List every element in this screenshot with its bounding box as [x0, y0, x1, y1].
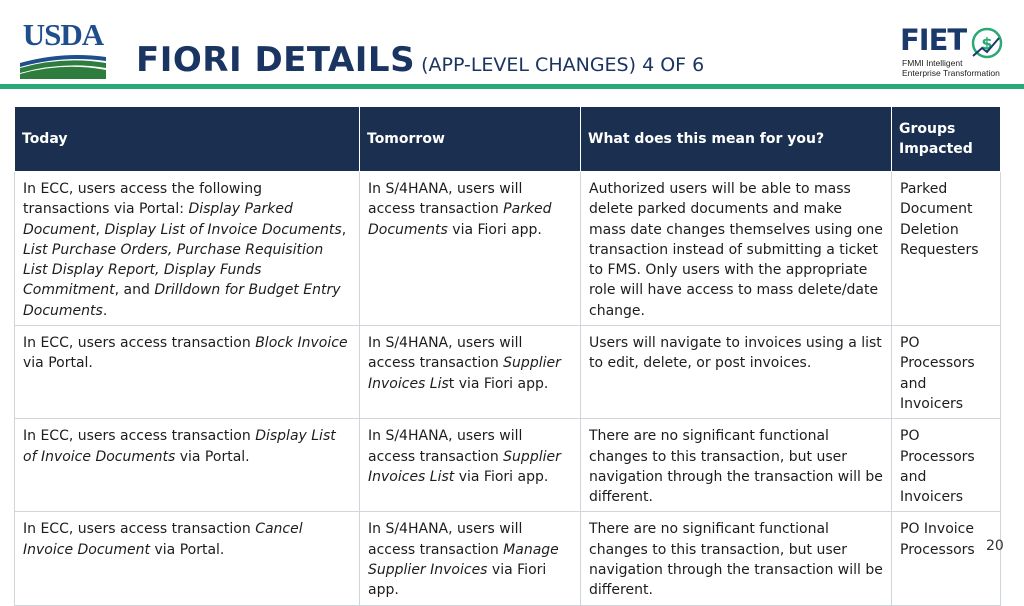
page-number: 20	[986, 538, 1004, 554]
text-segment: List Purchase Orders, Purchase Requisition List Display Report, Display Funds Commitment	[23, 241, 324, 299]
column-header-today: Today	[15, 107, 360, 172]
text-segment: via Portal.	[175, 448, 250, 465]
text-segment: via Portal.	[23, 355, 93, 372]
text-segment: via Portal.	[150, 541, 225, 558]
cell-today	[15, 326, 360, 419]
text-segment: via Fiori app.	[447, 221, 542, 238]
table-row	[15, 326, 1001, 419]
text-segment: In ECC, users access transaction	[23, 428, 256, 445]
text-segment: In ECC, users access transaction	[23, 521, 256, 538]
text-segment: In ECC, users access the following transactions via Portal:	[23, 181, 263, 218]
column-header-groups: Groups Impacted	[892, 107, 1001, 172]
text-segment: In S/4HANA, users will access transaction	[368, 428, 523, 465]
fiet-tagline-1: FMMI Intelligent	[902, 58, 963, 68]
text-segment: Manage Supplier Invoices	[368, 541, 559, 579]
text-segment: Block Invoice	[255, 335, 348, 352]
cell-meaning: There are no significant functional changes to this transaction, but user navigation through the transaction will be different.	[581, 419, 892, 512]
text-segment: Supplier Invoices List	[368, 448, 561, 485]
cell-tomorrow	[360, 512, 581, 605]
text-segment: Drilldown for Budget Entry Documents	[23, 282, 341, 319]
title-main: FIORI DETAILS	[136, 40, 416, 80]
cell-groups: PO Processors and Invoicers	[892, 326, 1001, 419]
cell-today	[15, 172, 360, 326]
usda-field-graphic	[20, 51, 106, 79]
text-segment: , and	[114, 282, 155, 299]
slide-header	[0, 0, 1024, 90]
table-row	[15, 172, 1001, 326]
table-row	[15, 512, 1001, 605]
fiet-logo-text: FIET	[900, 23, 967, 57]
text-segment: Display List of Invoice Documents	[104, 221, 342, 238]
fiet-logo	[900, 24, 1010, 80]
cell-today	[15, 419, 360, 512]
title-subtitle: (APP-LEVEL CHANGES) 4 OF 6	[421, 54, 705, 76]
usda-logo	[18, 18, 108, 80]
header-divider	[0, 84, 1024, 89]
cell-meaning: Authorized users will be able to mass delete parked documents and make mass date changes themselves using one transaction instead of submitting a ticket to FMS. Only users with the appropriate role will have access to mass delete/date change.	[581, 172, 892, 326]
svg-text:$: $	[981, 34, 993, 53]
text-segment: In ECC, users access transaction	[23, 335, 256, 352]
cell-tomorrow	[360, 419, 581, 512]
table-header-row	[15, 107, 1001, 172]
dollar-growth-icon	[970, 26, 1004, 60]
cell-today	[15, 512, 360, 605]
usda-logo-text: USDA	[22, 17, 104, 52]
column-header-meaning: What does this mean for you?	[581, 107, 892, 172]
text-segment: Cancel Invoice Document	[23, 521, 303, 558]
slide-title	[136, 40, 704, 80]
text-segment: ,	[95, 221, 105, 238]
table-body	[15, 172, 1001, 606]
cell-groups: PO Invoice Processors	[892, 512, 1001, 605]
cell-tomorrow	[360, 172, 581, 326]
text-segment: In S/4HANA, users will access transaction	[368, 181, 523, 218]
cell-tomorrow	[360, 326, 581, 419]
text-segment: In S/4HANA, users will access transaction	[368, 335, 523, 372]
text-segment: via Fiori app.	[368, 562, 547, 599]
text-segment: ,	[341, 221, 347, 238]
table-row	[15, 419, 1001, 512]
text-segment: Display List of Invoice Documents	[23, 428, 336, 465]
text-segment: Parked Documents	[368, 201, 552, 238]
text-segment: .	[102, 302, 108, 319]
cell-groups: PO Processors and Invoicers	[892, 419, 1001, 512]
text-segment: Display Parked Document	[23, 201, 293, 238]
text-segment: t via Fiori app.	[448, 375, 549, 392]
cell-meaning: Users will navigate to invoices using a list to edit, delete, or post invoices.	[581, 326, 892, 419]
changes-table	[14, 106, 1001, 606]
fiet-tagline-2: Enterprise Transformation	[902, 68, 1000, 78]
cell-groups: Parked Document Deletion Requesters	[892, 172, 1001, 326]
cell-meaning: There are no significant functional changes to this transaction, but user navigation through the transaction will be different.	[581, 512, 892, 605]
text-segment: via Fiori app.	[454, 468, 549, 485]
text-segment: Supplier Invoices Lis	[368, 355, 561, 392]
column-header-tomorrow: Tomorrow	[360, 107, 581, 172]
text-segment: In S/4HANA, users will access transaction	[368, 521, 523, 558]
